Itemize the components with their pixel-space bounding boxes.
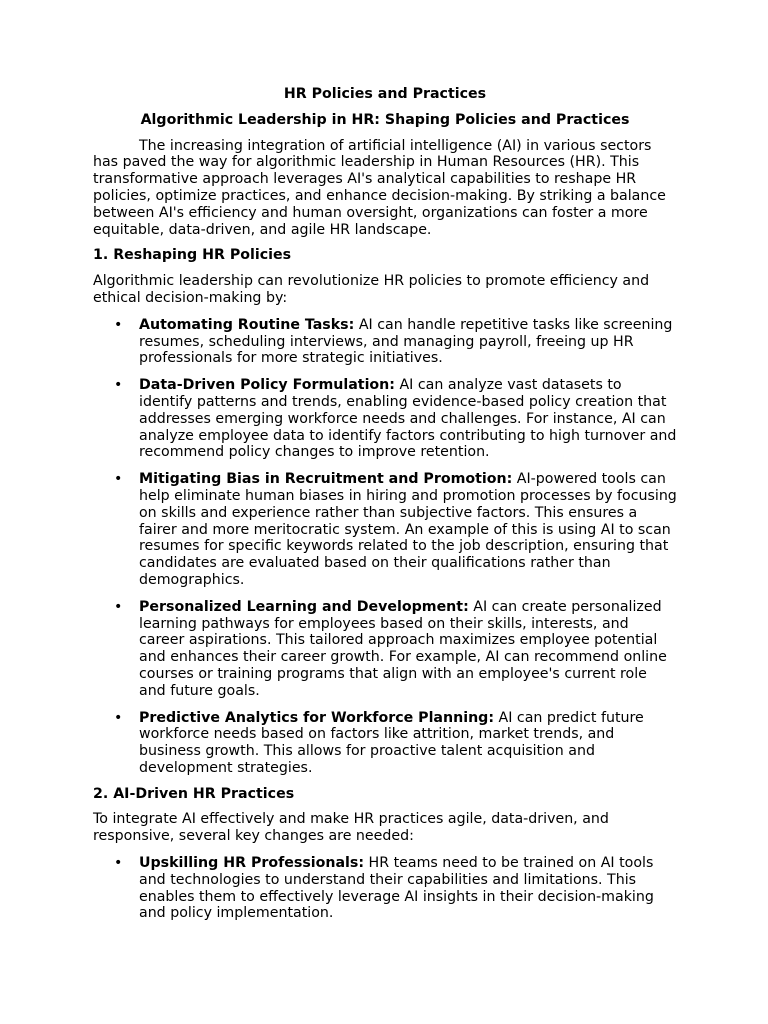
section-1-heading: 1. Reshaping HR Policies [93, 247, 292, 264]
bullet-icon: • [114, 471, 123, 488]
list-item-text: AI can analyze vast datasets to identify patterns and trends, enabling evidence-based policy creation that addresses emerging workforce needs and challenges. For instance, AI can analyze employee data to identify factors contributing to high turnover and recommend policy changes to improve retention. [139, 377, 677, 461]
list-item [93, 855, 677, 922]
list-item-term: Mitigating Bias in Recruitment and Promotion: [139, 471, 513, 488]
bullet-icon: • [114, 316, 123, 333]
document-subtitle: Algorithmic Leadership in HR: Shaping Policies and Practices [140, 111, 630, 128]
section-2-heading: 2. AI-Driven HR Practices [93, 785, 295, 802]
list-item [93, 710, 677, 777]
list-item-text: AI can predict future workforce needs based on factors like attrition, market trends, and business growth. This allows for proactive talent acquisition and development strategies. [139, 709, 644, 776]
list-item [93, 377, 677, 461]
section-2-list [93, 855, 677, 922]
list-item-term: Predictive Analytics for Workforce Planning: [139, 709, 494, 726]
bullet-icon: • [114, 709, 123, 726]
list-item-text: HR teams need to be trained on AI tools and technologies to understand their capabilities and limitations. This enables them to effectively leverage AI insights in their decision-making and policy implementation. [139, 855, 654, 922]
bullet-icon: • [114, 598, 123, 615]
intro-paragraph: The increasing integration of artificial intelligence (AI) in various sectors has paved the way for algorithmic leadership in Human Resources (HR). This transformative approach leverages AI's analytical capabilities to reshape HR policies, optimize practices, and enhance decision-making. By striking a balance between AI's efficiency and human oversight, organizations can foster a more equitable, data-driven, and agile HR landscape. [93, 137, 666, 238]
bullet-icon: • [114, 855, 123, 872]
list-item [93, 471, 677, 589]
list-item-term: Automating Routine Tasks: [139, 316, 355, 333]
bullet-icon: • [114, 377, 123, 394]
list-item [93, 599, 677, 700]
section-1-list [93, 317, 677, 777]
list-item-term: Upskilling HR Professionals: [139, 855, 365, 872]
section-2-lead: To integrate AI effectively and make HR practices agile, data-driven, and responsive, several key changes are needed: [93, 811, 609, 845]
list-item-term: Data-Driven Policy Formulation: [139, 377, 395, 394]
page-title: HR Policies and Practices [283, 86, 487, 102]
list-item-text: AI can handle repetitive tasks like screening resumes, scheduling interviews, and managing payroll, freeing up HR professionals for more strategic initiatives. [139, 316, 673, 367]
list-item [93, 317, 677, 367]
section-1-lead: Algorithmic leadership can revolutionize HR policies to promote efficiency and ethical decision-making by: [93, 273, 650, 306]
document-body [93, 86, 677, 922]
list-item-text: AI can create personalized learning pathways for employees based on their skills, interests, and career aspirations. This tailored approach maximizes employee potential and enhances their career growth. For example, AI can recommend online courses or training programs that align with an employee's current role and future goals. [139, 598, 667, 699]
list-item-term: Personalized Learning and Development: [139, 598, 469, 615]
list-item-text: AI-powered tools can help eliminate human biases in hiring and promotion processes by focusing on skills and experience rather than subjective factors. This ensures a fairer and more meritocratic system. An example of this is using AI to scan resumes for specific keywords related to the job description, ensuring that candidates are evaluated based on their qualifications rather than demographics. [139, 471, 677, 588]
